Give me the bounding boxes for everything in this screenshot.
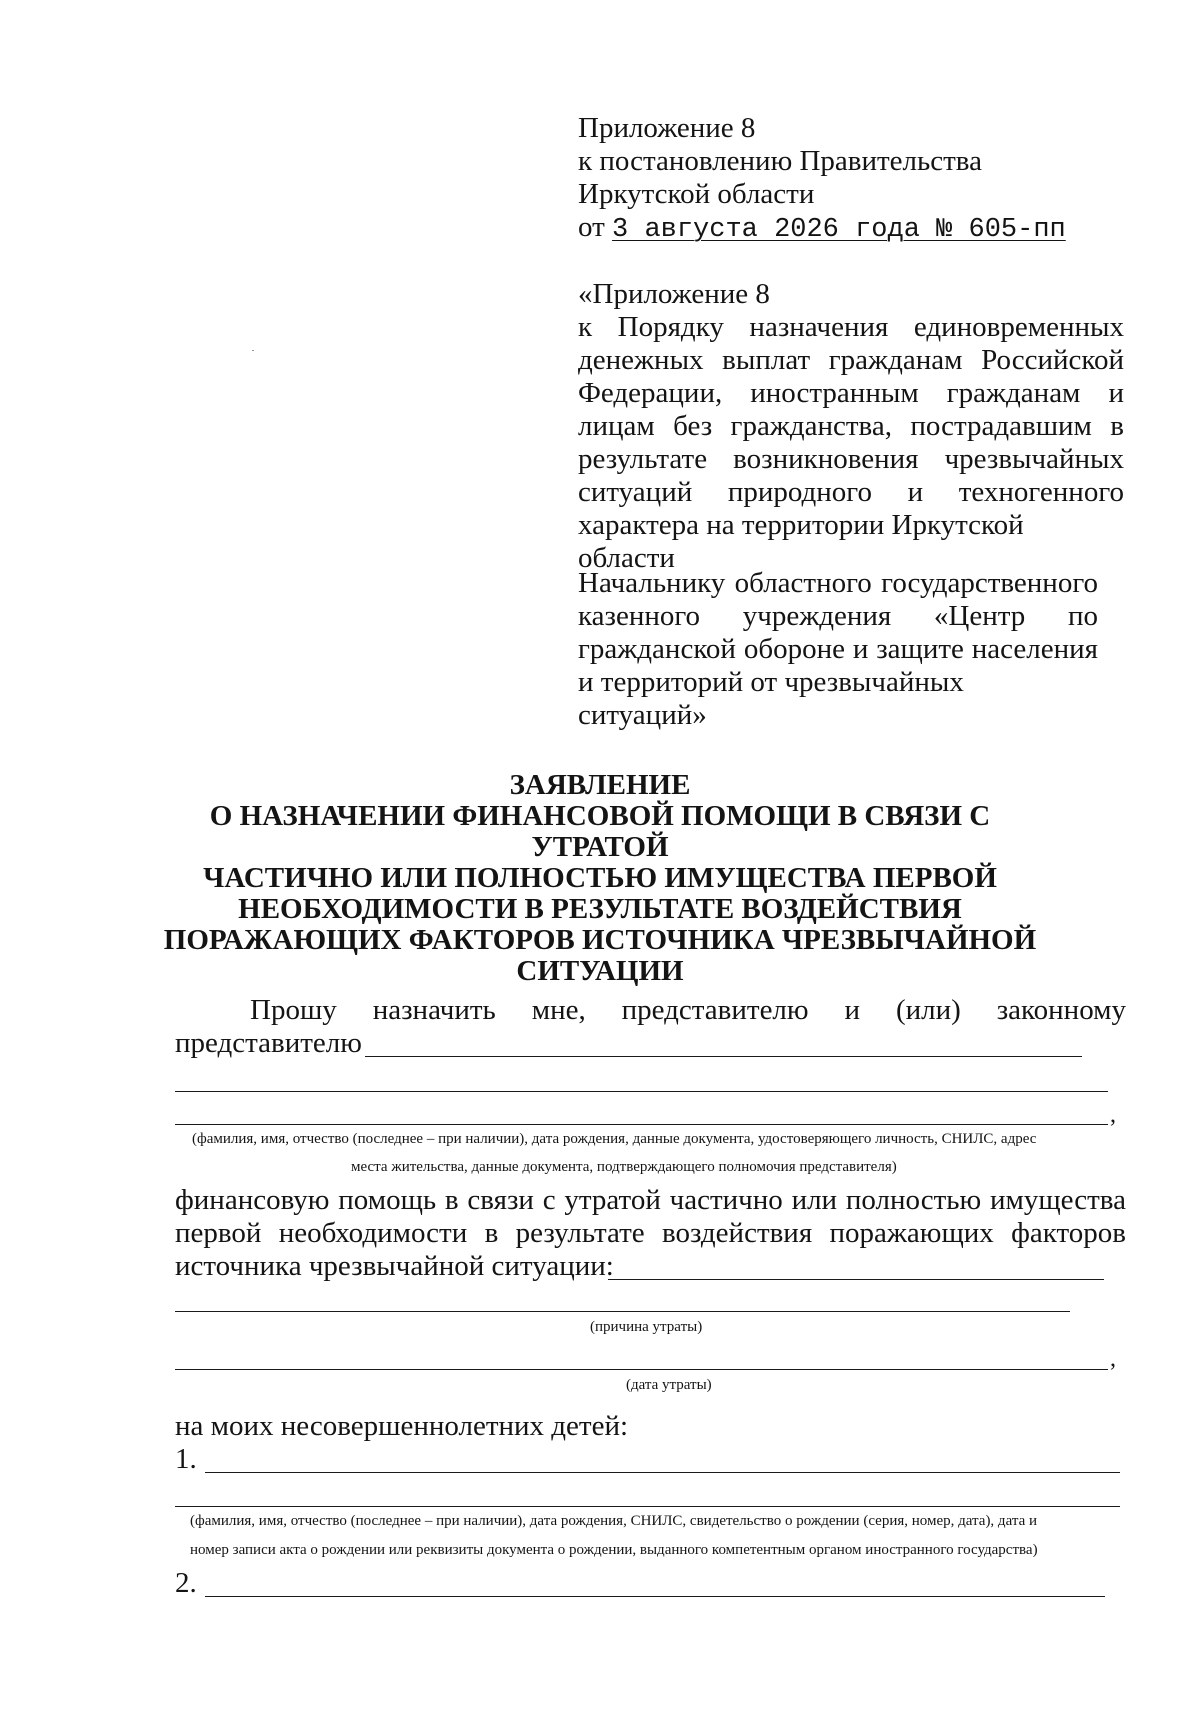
representative-hint-1: (фамилия, имя, отчество (последнее – при наличии), дата рождения, данные документа, удостоверяющего личность, СНИЛС, адрес — [192, 1131, 1037, 1147]
document-title — [150, 770, 1050, 987]
line-comma: , — [1110, 1346, 1116, 1372]
child-item-1-number: 1. — [175, 1443, 197, 1475]
child-2-fill-line[interactable] — [205, 1596, 1105, 1597]
addressee-block — [578, 567, 1098, 732]
appendix-block — [578, 278, 1124, 575]
title-line: ПОРАЖАЮЩИХ ФАКТОРОВ ИСТОЧНИКА ЧРЕЗВЫЧАЙНОЙ — [163, 924, 1037, 956]
assistance-line-1: финансовую помощь в связи с утратой частично или полностью имущества — [175, 1184, 1126, 1216]
child-1-fill-line-2[interactable] — [175, 1506, 1120, 1507]
resolution-header — [578, 112, 1066, 247]
header-date-line — [578, 211, 1066, 247]
title-line: О НАЗНАЧЕНИИ ФИНАНСОВОЙ ПОМОЩИ В СВЯЗИ С УТРАТОЙ — [209, 800, 991, 863]
representative-fill-line[interactable] — [365, 1056, 1082, 1057]
appendix-line: к Порядку назначения единовременных — [578, 311, 1124, 343]
emergency-source-fill-line[interactable] — [608, 1279, 1104, 1280]
title-line: ЗАЯВЛЕНИЕ — [509, 769, 691, 801]
appendix-line: Федерации, иностранным гражданам и — [578, 377, 1124, 409]
header-line-1: Приложение 8 — [578, 112, 756, 144]
appendix-line: денежных выплат гражданам Российской — [578, 344, 1124, 376]
addressee-line: казенного учреждения «Центр по — [578, 600, 1098, 632]
child-hint-1: (фамилия, имя, отчество (последнее – при наличии), дата рождения, СНИЛС, свидетельство о рождении (серия, номер, дата), дата и — [190, 1513, 1038, 1529]
appendix-line: результате возникновения чрезвычайных — [578, 443, 1124, 475]
header-date-typed: 3 августа 2026 года № 605-пп — [612, 215, 1066, 245]
addressee-line: гражданской обороне и защите населения — [578, 633, 1098, 665]
header-line-3: Иркутской области — [578, 178, 815, 210]
title-line: ЧАСТИЧНО ИЛИ ПОЛНОСТЬЮ ИМУЩЕСТВА ПЕРВОЙ — [203, 862, 997, 894]
scan-speck — [252, 350, 254, 351]
request-line-1: Прошу назначить мне, представителю и (или) законному — [250, 994, 1126, 1026]
header-date-prefix: от — [578, 211, 605, 243]
child-1-fill-line[interactable] — [205, 1472, 1120, 1473]
representative-fill-line-2[interactable] — [175, 1091, 1108, 1092]
appendix-title: «Приложение 8 — [578, 278, 770, 310]
request-line-2: представителю — [175, 1027, 362, 1059]
header-line-2: к постановлению Правительства — [578, 145, 982, 177]
representative-fill-line-3[interactable] — [175, 1124, 1108, 1125]
appendix-line: характера на территории Иркутской области — [578, 509, 1024, 574]
loss-date-fill-line[interactable] — [175, 1369, 1108, 1370]
loss-date-hint: (дата утраты) — [626, 1377, 712, 1393]
child-item-2-number: 2. — [175, 1567, 197, 1599]
assistance-line-2: первой необходимости в результате воздействия поражающих факторов — [175, 1217, 1126, 1249]
line-comma: , — [1110, 1102, 1116, 1128]
loss-reason-fill-line[interactable] — [175, 1311, 1070, 1312]
loss-reason-hint: (причина утраты) — [590, 1319, 703, 1335]
appendix-line: лицам без гражданства, пострадавшим в — [578, 410, 1124, 442]
title-line: НЕОБХОДИМОСТИ В РЕЗУЛЬТАТЕ ВОЗДЕЙСТВИЯ — [238, 893, 962, 925]
assistance-line-3: источника чрезвычайной ситуации: — [175, 1250, 614, 1282]
representative-hint-2: места жительства, данные документа, подтверждающего полномочия представителя) — [351, 1159, 897, 1175]
request-line-1-wrap — [250, 994, 1126, 1027]
assistance-paragraph — [175, 1184, 1126, 1250]
addressee-line: Начальнику областного государственного — [578, 567, 1098, 599]
title-line: СИТУАЦИИ — [516, 955, 684, 987]
child-hint-2: номер записи акта о рождении или реквизиты документа о рождении, выданного компетентным органом иностранного государства) — [190, 1542, 1038, 1558]
addressee-line: и территорий от чрезвычайных ситуаций» — [578, 666, 964, 731]
children-heading: на моих несовершеннолетних детей: — [175, 1410, 629, 1442]
appendix-line: ситуаций природного и техногенного — [578, 476, 1124, 508]
